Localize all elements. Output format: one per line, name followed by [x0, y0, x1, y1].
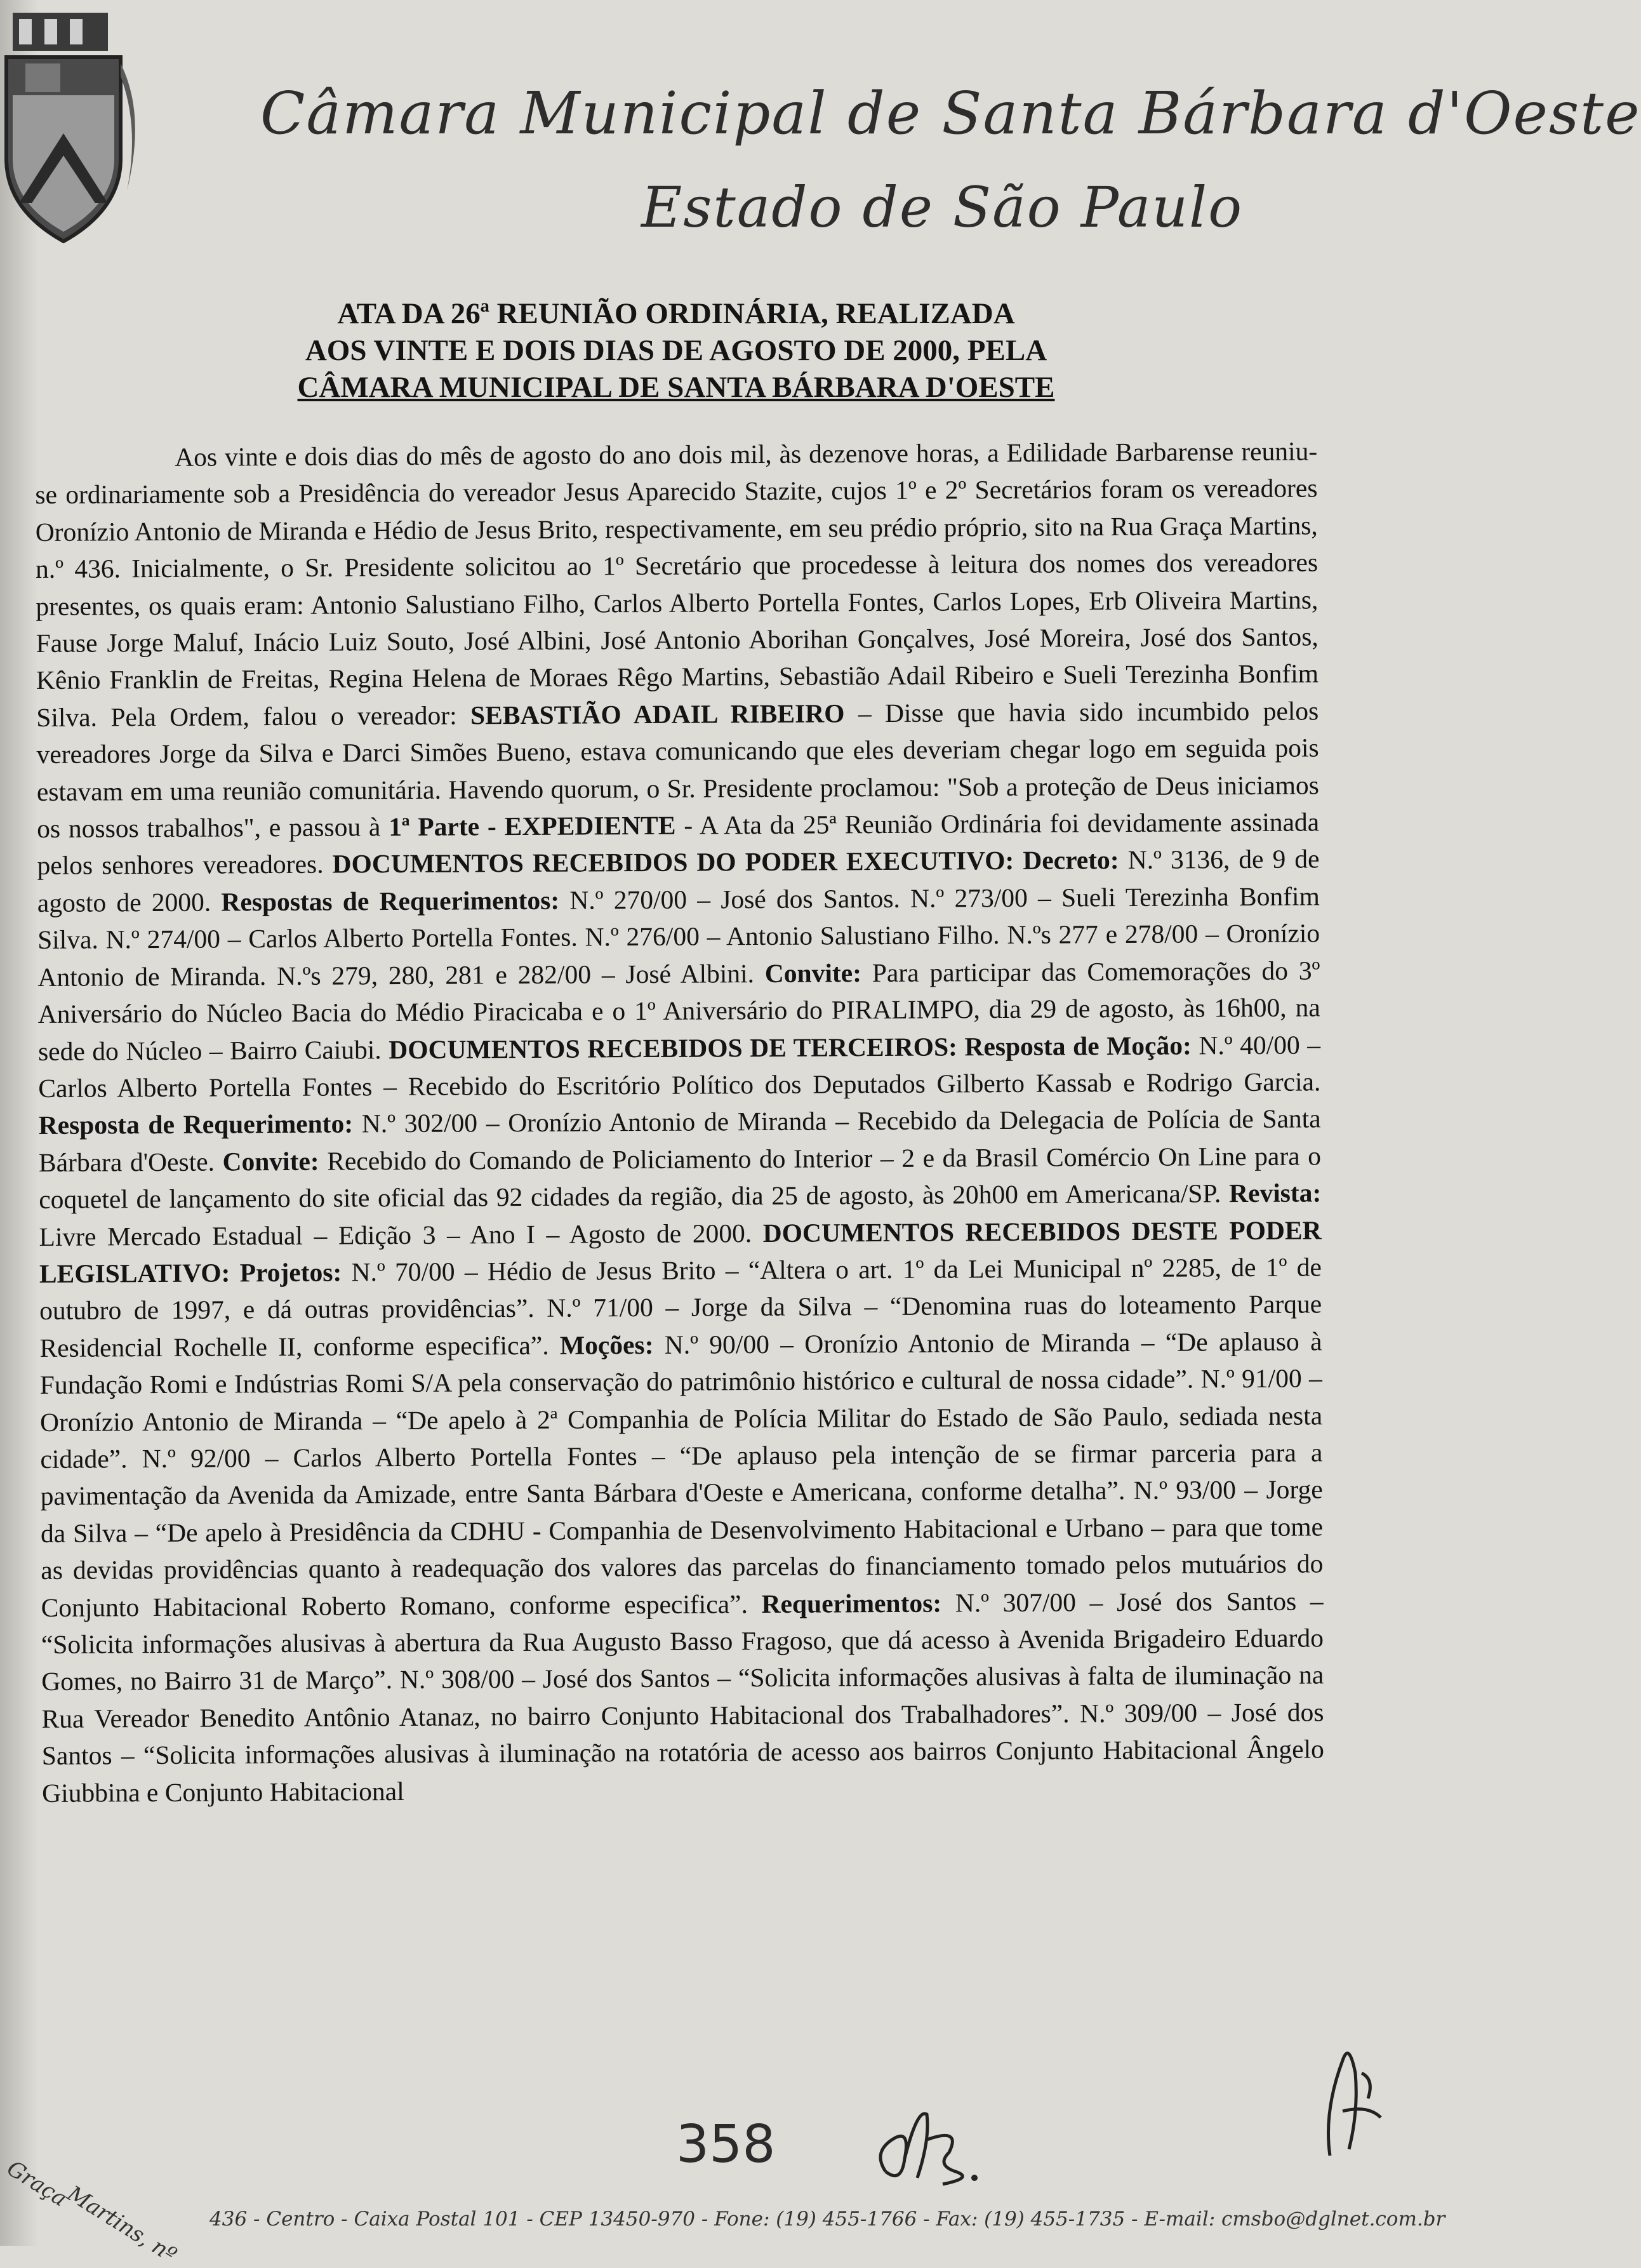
footer-address	[2, 2156, 1445, 2268]
body-bold-b05: Convite:	[764, 957, 862, 988]
title-line-1: ATA DA 26ª REUNIÃO ORDINÁRIA, REALIZADA	[337, 297, 1015, 330]
body-text-p02: – Disse que havia sido incumbido pelos vereadores Jorge da Silva e Darci Simões Bueno, estava comunicando que eles deveriam chegar logo em seguida pois estavam em uma reunião comunitária. Havendo quorum, o Sr. Presidente proclamou: "Sob a proteção de Deus iniciamos os nossos trabalhos", e passou à	[36, 696, 1319, 844]
body-bold-b11: Moções:	[559, 1330, 654, 1360]
body-bold-b12: Requerimentos:	[761, 1588, 942, 1618]
body-text-p05: N.º 270/00 – José dos Santos. N.º 273/00 – Sueli Terezinha Bonfim Silva. N.º 274/00 – Carlos Alberto Portella Fontes. N.º 276/00 – Antonio Salustiano Filho. N.ºs 277 e 278/00 – Oronízio Antonio de Miranda. N.ºs 279, 280, 281 e 282/00 – José Albini.	[37, 881, 1320, 992]
body-text-p01: Aos vinte e dois dias do mês de agosto do ano dois mil, às dezenove horas, a Edilidade Barbarense reuniu-se ordinariamente sob a Presidência do vereador Jesus Aparecido Stazite, cujos 1º e 2º Secretários foram os vereadores Oronízio Antonio de Miranda e Hédio de Jesus Brito, respectivamente, em seu prédio próprio, sito na Rua Graça Martins, n.º 436. Inicialmente, o Sr. Presidente solicitou ao 1º Secretário que procedesse à leitura dos nomes dos vereadores presentes, os quais eram: Antonio Salustiano Filho, Carlos Alberto Portella Fontes, Carlos Lopes, Erb Oliveira Martins, Fause Jorge Maluf, Inácio Luiz Souto, José Albini, José Antonio Aborihan Gonçalves, José Moreira, José dos Santos, Kênio Franklin de Freitas, Regina Helena de Moraes Rêgo Martins, Sebastião Adail Ribeiro e Sueli Terezinha Bonfim Silva. Pela Ordem, falou o vereador:	[35, 436, 1319, 732]
letterhead-subtitle: Estado de São Paulo	[641, 175, 1244, 240]
document-title	[251, 295, 1101, 406]
body-text-p04: N.º 3136, de 9 de agosto de 2000.	[37, 844, 1320, 917]
coat-of-arms-icon	[0, 0, 146, 267]
body-bold-b03: DOCUMENTOS RECEBIDOS DO PODER EXECUTIVO: Decreto:	[332, 845, 1119, 879]
body-text-p11: N.º 70/00 – Hédio de Jesus Brito – “Altera o art. 1º da Lei Municipal nº 2285, de 1º de outubro de 1997, e dá outras providências”. N.º 71/00 – Jorge da Silva – “Denomina ruas do loteamento Parque Residencial Rochelle II, conforme especifica”.	[39, 1252, 1322, 1363]
body-bold-b09: Revista:	[1228, 1178, 1322, 1208]
body-text-p13: N.º 307/00 – José dos Santos – “Solicita informações alusivas à abertura da Rua Augusto Basso Fragoso, que dá acesso à Avenida Brigadeiro Eduardo Gomes, no Bairro 31 de Março”. N.º 308/00 – José dos Santos – “Solicita informações alusivas à falta de iluminação na Rua Vereador Benedito Antônio Atanaz, no bairro Conjunto Habitacional dos Trabalhadores”. N.º 309/00 – José dos Santos – “Solicita informações alusivas à iluminação na rotatória de acesso aos bairros Conjunto Habitacional Ângelo Giubbina e Conjunto Habitacional	[41, 1585, 1324, 1808]
page-number: 358	[676, 2114, 776, 2175]
handwritten-signature	[1305, 2035, 1393, 2162]
body-bold-b10: DOCUMENTOS RECEBIDOS DESTE PODER LEGISLATIVO: Projetos:	[39, 1215, 1322, 1288]
footer-address-curve-1: Graça	[2, 2156, 72, 2212]
scan-edge-shadow	[0, 0, 38, 2246]
body-bold-b02: 1ª Parte - EXPEDIENTE	[389, 810, 676, 842]
title-line-2: AOS VINTE E DOIS DIAS DE AGOSTO DE 2000, PELA	[305, 334, 1047, 367]
body-bold-b06: DOCUMENTOS RECEBIDOS DE TERCEIROS: Resposta de Moção:	[389, 1030, 1192, 1064]
body-bold-b04: Respostas de Requerimentos:	[221, 885, 560, 917]
body-bold-b07: Resposta de Requerimento:	[38, 1109, 354, 1140]
body-text-p08: N.º 302/00 – Oronízio Antonio de Miranda – Recebido da Delegacia de Polícia de Santa Bárbara d'Oeste.	[38, 1104, 1321, 1177]
footer-address-curve-2: Martins, nº	[62, 2181, 182, 2268]
body-text-p09: Recebido do Comando de Policiamento do Interior – 2 e da Brasil Comércio On Line para o coquetel de lançamento do site oficial das 92 cidades da região, dia 25 de agosto, às 20h00 em Americana/SP.	[39, 1141, 1322, 1215]
body-text-p07: N.º 40/00 – Carlos Alberto Portella Fontes – Recebido do Escritório Político dos Deputados Gilberto Kassab e Rodrigo Garcia.	[38, 1029, 1321, 1103]
title-line-3: CÂMARA MUNICIPAL DE SANTA BÁRBARA D'OESTE	[297, 371, 1055, 404]
body-text-p03: - A Ata da 25ª Reunião Ordinária foi devidamente assinada pelos senhores vereadores.	[37, 807, 1320, 881]
body-text-p10: Livre Mercado Estadual – Edição 3 – Ano I – Agosto de 2000.	[39, 1218, 763, 1251]
minutes-body	[35, 432, 1326, 2103]
body-bold-b08: Convite:	[222, 1146, 319, 1177]
body-text-p06: Para participar das Comemorações do 3º Aniversário do Núcleo Bacia do Médio Piracicaba e o 1º Aniversário do PIRALIMPO, dia 29 de agosto, às 16h00, na sede do Núcleo – Bairro Caiubi.	[37, 956, 1320, 1066]
letterhead-title: Câmara Municipal de Santa Bárbara d'Oeste	[260, 79, 1641, 147]
body-text-p12: N.º 90/00 – Oronízio Antonio de Miranda – “De aplauso à Fundação Romi e Indústrias Romi S/A pela conservação do patrimônio histórico e cultural de nossa cidade”. N.º 91/00 – Oronízio Antonio de Miranda – “De apelo à 2ª Companhia de Polícia Militar do Estado de São Paulo, sediada nesta cidade”. N.º 92/00 – Carlos Alberto Portella Fontes – “De aplauso pela intenção de se firmar parceria para a pavimentação da Avenida da Amizade, entre Santa Bárbara d'Oeste e Americana, conforme detalha”. N.º 93/00 – Jorge da Silva – “De apelo à Presidência da CDHU - Companhia de Desenvolvimento Habitacional e Urbano – para que tome as devidas providências quanto à readequação dos valores das parcelas do financiamento tomado pelos mutuários do Conjunto Habitacional Roberto Romano, conforme especifica”.	[39, 1326, 1324, 1622]
footer-address-line: 436 - Centro - Caixa Postal 101 - CEP 13450-970 - Fone: (19) 455-1766 - Fax: (19) 455-1735 - E-mail: cmsbo@dglnet.com.br	[209, 2208, 1445, 2231]
body-bold-b01: SEBASTIÃO ADAIL RIBEIRO	[470, 698, 845, 730]
